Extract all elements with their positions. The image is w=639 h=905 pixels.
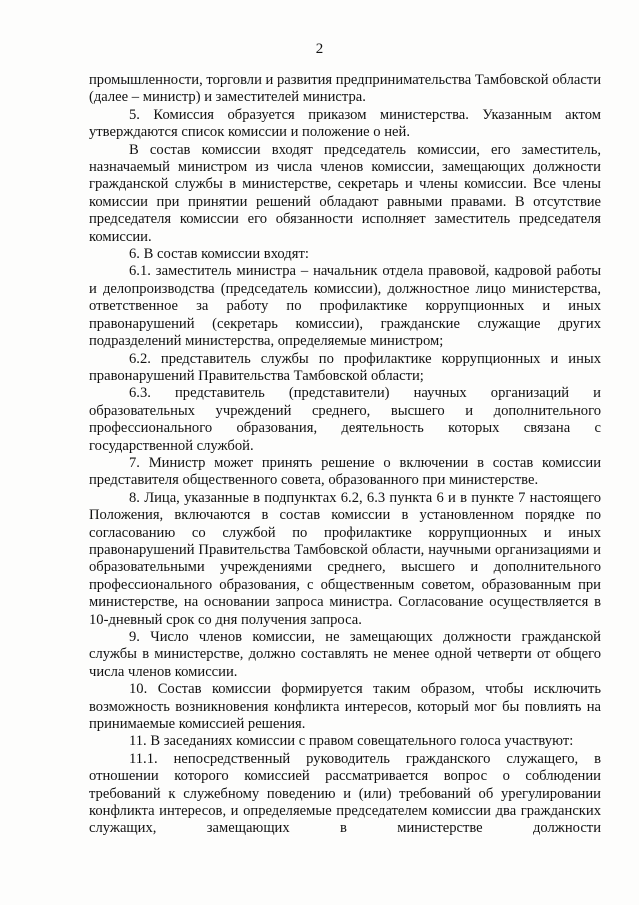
- paragraph-composition: В состав комиссии входят председатель комиссии, его заместитель, назначаемый министром из числа членов комиссии, замещающих должности гражданской службы в министерстве, секретарь и члены комиссии. Все члены комиссии при принятии решений обладают равными правами. В отсутствие председателя комиссии его обязанности исполняет заместитель председателя комиссии.: [89, 141, 601, 245]
- paragraph-5: 5. Комиссия образуется приказом министерства. Указанным актом утверждаются список комиссии и положение о ней.: [89, 106, 601, 141]
- paragraph-9: 9. Число членов комиссии, не замещающих должности гражданской службы в министерстве, должно составлять не менее одной четверти от общего числа членов комиссии.: [89, 629, 601, 680]
- paragraph-11-1: 11.1. непосредственный руководитель гражданского служащего, в отношении которого комиссией рассматривается вопрос о соблюдении требований к служебному поведению и (или) требований об урегулировании конфликта интересов, и определяемые председателем комиссии два гражданских служащих, замещающих в министерстве должности: [89, 750, 601, 837]
- paragraph-7: 7. Министр может принять решение о включении в состав комиссии представителя общественного совета, образованного при министерстве.: [89, 454, 601, 489]
- paragraph-11: 11. В заседаниях комиссии с правом совещательного голоса участвуют:: [129, 733, 574, 750]
- paragraph-6: 6. В состав комиссии входят:: [129, 246, 309, 263]
- paragraph-6-1: 6.1. заместитель министра – начальник отдела правовой, кадровой работы и делопроизводства (председатель комиссии), должностное лицо министерства, ответственное за работу по профилактике коррупционных и иных правонарушений (секретарь комиссии), гражданские служащие других подразделений министерства, определяемые министром;: [89, 263, 601, 350]
- paragraph-continuation: промышленности, торговли и развития предпринимательства Тамбовской области (далее – министр) и заместителей министра.: [89, 72, 602, 106]
- paragraph-6-3: 6.3. представитель (представители) научных организаций и образовательных учреждений среднего, высшего и дополнительного профессионального образования, деятельность которых связана с государственной службой.: [89, 385, 601, 454]
- paragraph-6-2: 6.2. представитель службы по профилактике коррупционных и иных правонарушений Правительства Тамбовской области;: [89, 350, 601, 384]
- paragraph-10: 10. Состав комиссии формируется таким образом, чтобы исключить возможность возникновения конфликта интересов, который мог бы повлиять на принимаемые комиссией решения.: [89, 681, 601, 733]
- paragraph-8: 8. Лица, указанные в подпунктах 6.2, 6.3 пункта 6 и в пункте 7 настоящего Положения, включаются в состав комиссии в установленном порядке по согласованию со службой по профилактике коррупционных и иных правонарушений Правительства Тамбовской области, научными организациями и образовательными учреждениями среднего, высшего и дополнительного профессионального образования, с общественным советом, образованным при министерстве, на основании запроса министра. Согласование осуществляется в 10-дневный срок со дня получения запроса.: [89, 489, 601, 628]
- page-number: 2: [315, 41, 324, 57]
- document-body: [89, 72, 601, 838]
